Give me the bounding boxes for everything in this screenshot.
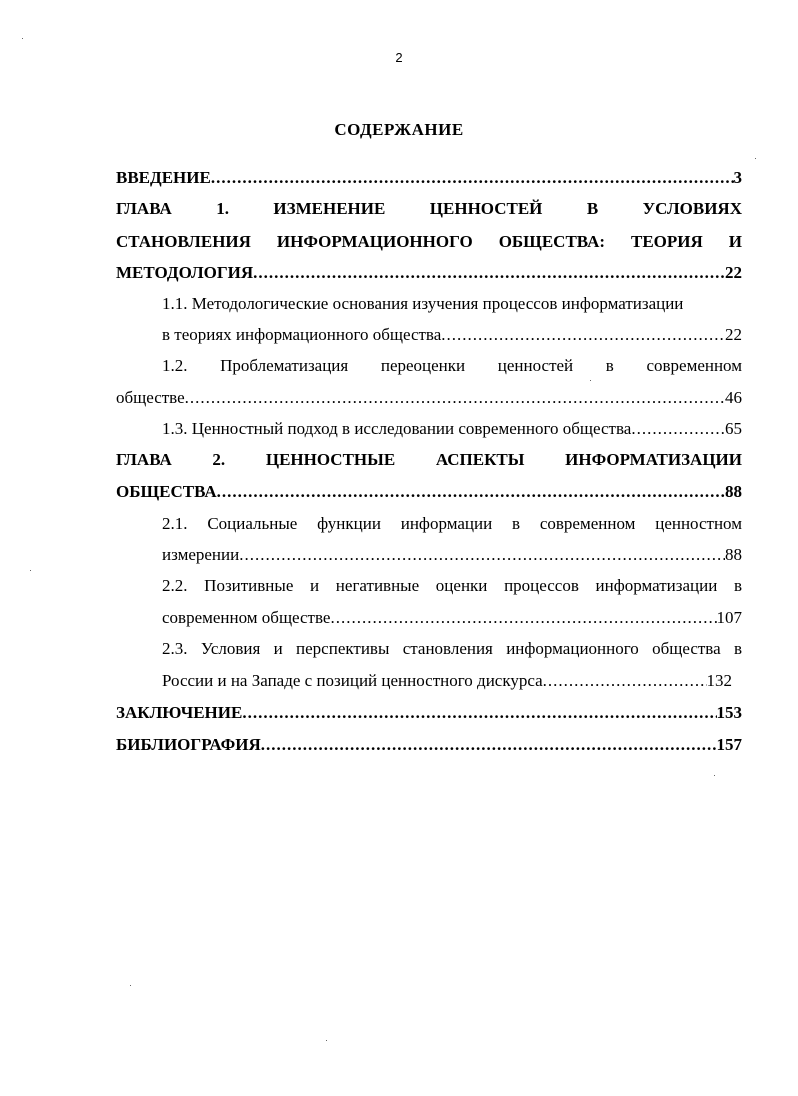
toc-leader-dots <box>330 602 716 633</box>
toc-entry-s13 <box>162 413 742 444</box>
toc-s13-text: 1.3. Ценностный подход в исследовании современного общества <box>162 419 632 438</box>
toc-s11-line1: 1.1. Методологические основания изучения процессов информатизации <box>162 294 684 313</box>
toc-conclusion-page: 153 <box>716 703 742 722</box>
toc-s21-page: 88 <box>725 545 742 564</box>
toc-entry-s12 <box>116 382 742 413</box>
toc-bibliography-text: БИБЛИОГРАФИЯ <box>116 735 261 754</box>
toc-s23-page: 132 <box>706 671 732 690</box>
toc-s12-page: 46 <box>725 388 742 407</box>
toc-s23-line2: России и на Западе с позиций ценностного дискурса <box>162 671 543 690</box>
toc-entry-chapter1 <box>116 257 742 288</box>
toc-conclusion-text: ЗАКЛЮЧЕНИЕ <box>116 703 243 722</box>
toc-entry-bibliography <box>116 729 742 760</box>
scan-speck <box>326 1040 327 1041</box>
toc-leader-dots <box>242 697 716 728</box>
toc-chapter1-line3: МЕТОДОЛОГИЯ <box>116 263 254 282</box>
toc-s22-line1: 2.2. Позитивные и негативные оценки процессов информатизации в <box>162 576 742 595</box>
toc-entry-s11 <box>162 319 742 350</box>
scan-speck <box>22 38 23 39</box>
toc-chapter1-line2: СТАНОВЛЕНИЯ ИНФОРМАЦИОННОГО ОБЩЕСТВА: ТЕОРИЯ И <box>116 232 742 251</box>
toc-s11-line2: в теориях информационного общества <box>162 325 442 344</box>
scan-speck <box>130 985 131 986</box>
toc-entry-intro <box>116 162 742 193</box>
toc-chapter2-line1: ГЛАВА 2. ЦЕННОСТНЫЕ АСПЕКТЫ ИНФОРМАТИЗАЦИИ <box>116 450 742 469</box>
toc-leader-dots <box>185 382 725 413</box>
toc-leader-dots <box>543 665 707 696</box>
toc-s21-line2: измерении <box>162 545 240 564</box>
toc-s11-page: 22 <box>725 325 742 344</box>
toc-intro-text: ВВЕДЕНИЕ <box>116 168 211 187</box>
scan-speck <box>755 158 756 159</box>
toc-s12-line2: обществе <box>116 388 185 407</box>
toc-chapter1-line1: ГЛАВА 1. ИЗМЕНЕНИЕ ЦЕННОСТЕЙ В УСЛОВИЯХ <box>116 199 742 218</box>
toc-leader-dots <box>211 162 734 193</box>
toc-entry-s22 <box>162 602 742 633</box>
toc-entry-chapter2 <box>116 476 742 507</box>
toc-entry-s21 <box>162 539 742 570</box>
toc-chapter2-page: 88 <box>725 482 742 501</box>
toc-s13-page: 65 <box>725 419 742 438</box>
toc-chapter2-line2: ОБЩЕСТВА <box>116 482 217 501</box>
scan-speck <box>714 775 715 776</box>
toc-s23-line1: 2.3. Условия и перспективы становления информационного общества в <box>162 639 742 658</box>
toc-s22-page: 107 <box>716 608 742 627</box>
toc-leader-dots <box>217 476 725 507</box>
toc-bibliography-page: 157 <box>716 735 742 754</box>
toc-s21-line1: 2.1. Социальные функции информации в современном ценностном <box>162 514 742 533</box>
toc-leader-dots <box>631 413 725 444</box>
toc-chapter1-page: 22 <box>725 263 742 282</box>
page-number: 2 <box>395 50 403 65</box>
toc-entry-conclusion <box>116 697 742 728</box>
toc-leader-dots <box>253 257 725 288</box>
scan-speck <box>30 570 31 571</box>
toc-leader-dots <box>261 729 717 760</box>
page-title: СОДЕРЖАНИЕ <box>334 120 464 139</box>
scan-speck <box>590 380 591 381</box>
toc-intro-page: 3 <box>733 168 742 187</box>
toc-s22-line2: современном обществе <box>162 608 331 627</box>
toc-entry-s23 <box>162 665 732 696</box>
toc-leader-dots <box>239 539 725 570</box>
toc-s12-line1: 1.2. Проблематизация переоценки ценностей в современном <box>162 356 742 375</box>
toc-leader-dots <box>441 319 725 350</box>
